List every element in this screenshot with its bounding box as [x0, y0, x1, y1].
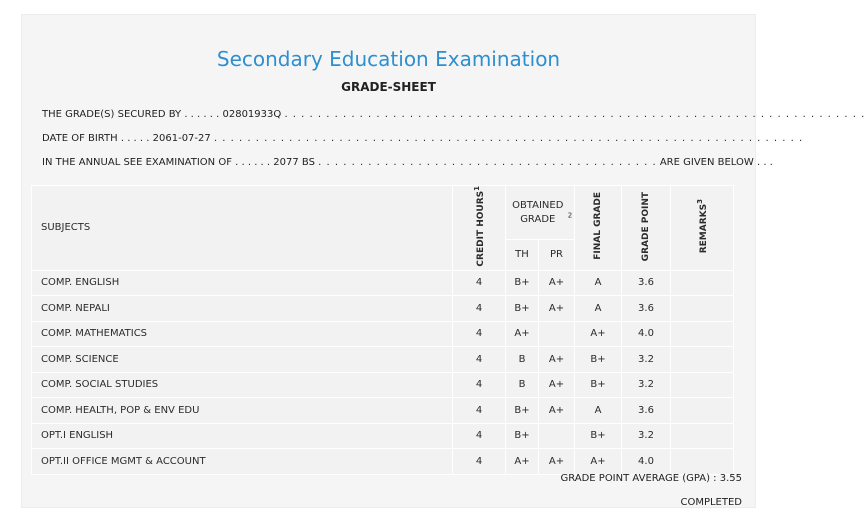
remarks-cell [671, 296, 734, 322]
subject-cell: COMP. SCIENCE [32, 347, 453, 373]
subject-cell: COMP. HEALTH, POP & ENV EDU [32, 398, 453, 424]
final-grade-cell: B+ [575, 372, 622, 398]
remarks-cell [671, 423, 734, 449]
pr-cell: A+ [539, 296, 575, 322]
grade-point-cell: 4.0 [622, 321, 671, 347]
table-row [32, 347, 734, 373]
final-grade-cell: A+ [575, 321, 622, 347]
dob-value: 2061-07-27 [152, 133, 211, 144]
credit-cell: 4 [453, 321, 506, 347]
gpa-value: 3.55 [719, 473, 742, 484]
remarks-cell [671, 270, 734, 296]
pr-cell: A+ [539, 449, 575, 475]
secured-by-line [42, 109, 865, 120]
pr-cell: A+ [539, 347, 575, 373]
exam-line [42, 157, 773, 168]
pr-cell: A+ [539, 398, 575, 424]
subject-cell: OPT.II OFFICE MGMT & ACCOUNT [32, 449, 453, 475]
final-grade-cell: B+ [575, 423, 622, 449]
status-label: COMPLETED [680, 497, 742, 508]
gpa-label: GRADE POINT AVERAGE (GPA) : [560, 473, 717, 484]
table-row [32, 449, 734, 475]
pr-cell [539, 321, 575, 347]
table-row [32, 321, 734, 347]
credit-cell: 4 [453, 372, 506, 398]
subject-cell: COMP. ENGLISH [32, 270, 453, 296]
subject-cell: COMP. NEPALI [32, 296, 453, 322]
remarks-cell [671, 449, 734, 475]
dob-label: DATE OF BIRTH . . . . . [42, 133, 150, 144]
credit-cell: 4 [453, 423, 506, 449]
th-cell: B [506, 347, 539, 373]
col-pr: PR [539, 240, 575, 270]
credit-cell: 4 [453, 347, 506, 373]
col-obtained-grade: OBTAINED GRADE $^2$ [506, 186, 575, 240]
table-row [32, 423, 734, 449]
final-grade-cell: B+ [575, 347, 622, 373]
exam-year: 2077 BS [273, 157, 315, 168]
credit-cell: 4 [453, 296, 506, 322]
table-row [32, 296, 734, 322]
grade-point-cell: 3.6 [622, 270, 671, 296]
secured-dots: . . . . . . . . . . . . . . . . . . . . . . . . . . . . . . . . . . . . . . . . . . . . . . . . . . . . . . . . . . . . . . . . . . . . . . [284, 109, 865, 120]
table-row [32, 398, 734, 424]
credit-cell: 4 [453, 398, 506, 424]
grade-sheet-panel [21, 14, 865, 508]
table-row [32, 270, 734, 296]
remarks-cell [671, 398, 734, 424]
secured-by-label: THE GRADE(S) SECURED BY . . . . . . [42, 109, 220, 120]
col-final-grade: FINAL GRADE [575, 186, 622, 271]
exam-label: IN THE ANNUAL SEE EXAMINATION OF . . . . . . [42, 157, 271, 168]
pr-cell: A+ [539, 270, 575, 296]
final-grade-cell: A+ [575, 449, 622, 475]
page-subtitle: GRADE-SHEET [341, 80, 436, 94]
remarks-cell [671, 372, 734, 398]
exam-suffix: ARE GIVEN BELOW . . . [659, 157, 773, 168]
pr-cell [539, 423, 575, 449]
col-grade-point: GRADE POINT [622, 186, 671, 271]
table-row [32, 372, 734, 398]
credit-cell: 4 [453, 270, 506, 296]
gpa-line [560, 473, 742, 484]
subject-cell: OPT.I ENGLISH [32, 423, 453, 449]
col-remarks: REMARKS$^3$ [671, 186, 734, 271]
th-cell: B+ [506, 398, 539, 424]
grade-point-cell: 3.6 [622, 296, 671, 322]
col-th: TH [506, 240, 539, 270]
subject-cell: COMP. MATHEMATICS [32, 321, 453, 347]
th-cell: B+ [506, 423, 539, 449]
final-grade-cell: A [575, 398, 622, 424]
remarks-cell [671, 321, 734, 347]
th-cell: B+ [506, 270, 539, 296]
page-title: Secondary Education Examination [216, 47, 561, 71]
grade-point-cell: 3.2 [622, 347, 671, 373]
credit-cell: 4 [453, 449, 506, 475]
pr-cell: A+ [539, 372, 575, 398]
th-cell: B+ [506, 296, 539, 322]
final-grade-cell: A [575, 270, 622, 296]
remarks-cell [671, 347, 734, 373]
grade-point-cell: 4.0 [622, 449, 671, 475]
dob-line [42, 133, 803, 144]
th-cell: A+ [506, 321, 539, 347]
exam-dots: . . . . . . . . . . . . . . . . . . . . . . . . . . . . . . . . . . . . . . . . . [318, 157, 657, 168]
th-cell: B [506, 372, 539, 398]
grade-point-cell: 3.2 [622, 423, 671, 449]
final-grade-cell: A [575, 296, 622, 322]
grade-point-cell: 3.6 [622, 398, 671, 424]
th-cell: A+ [506, 449, 539, 475]
dob-dots: . . . . . . . . . . . . . . . . . . . . . . . . . . . . . . . . . . . . . . . . . . . . . . . . . . . . . . . . . . . . . . . . . . . . . . . [213, 133, 804, 144]
symbol-number: 02801933Q [222, 109, 282, 120]
grades-table [31, 185, 734, 475]
grade-point-cell: 3.2 [622, 372, 671, 398]
subject-cell: COMP. SOCIAL STUDIES [32, 372, 453, 398]
col-credit-hours: CREDIT HOURS$^1$ [453, 186, 506, 271]
col-subjects: SUBJECTS [32, 186, 453, 271]
